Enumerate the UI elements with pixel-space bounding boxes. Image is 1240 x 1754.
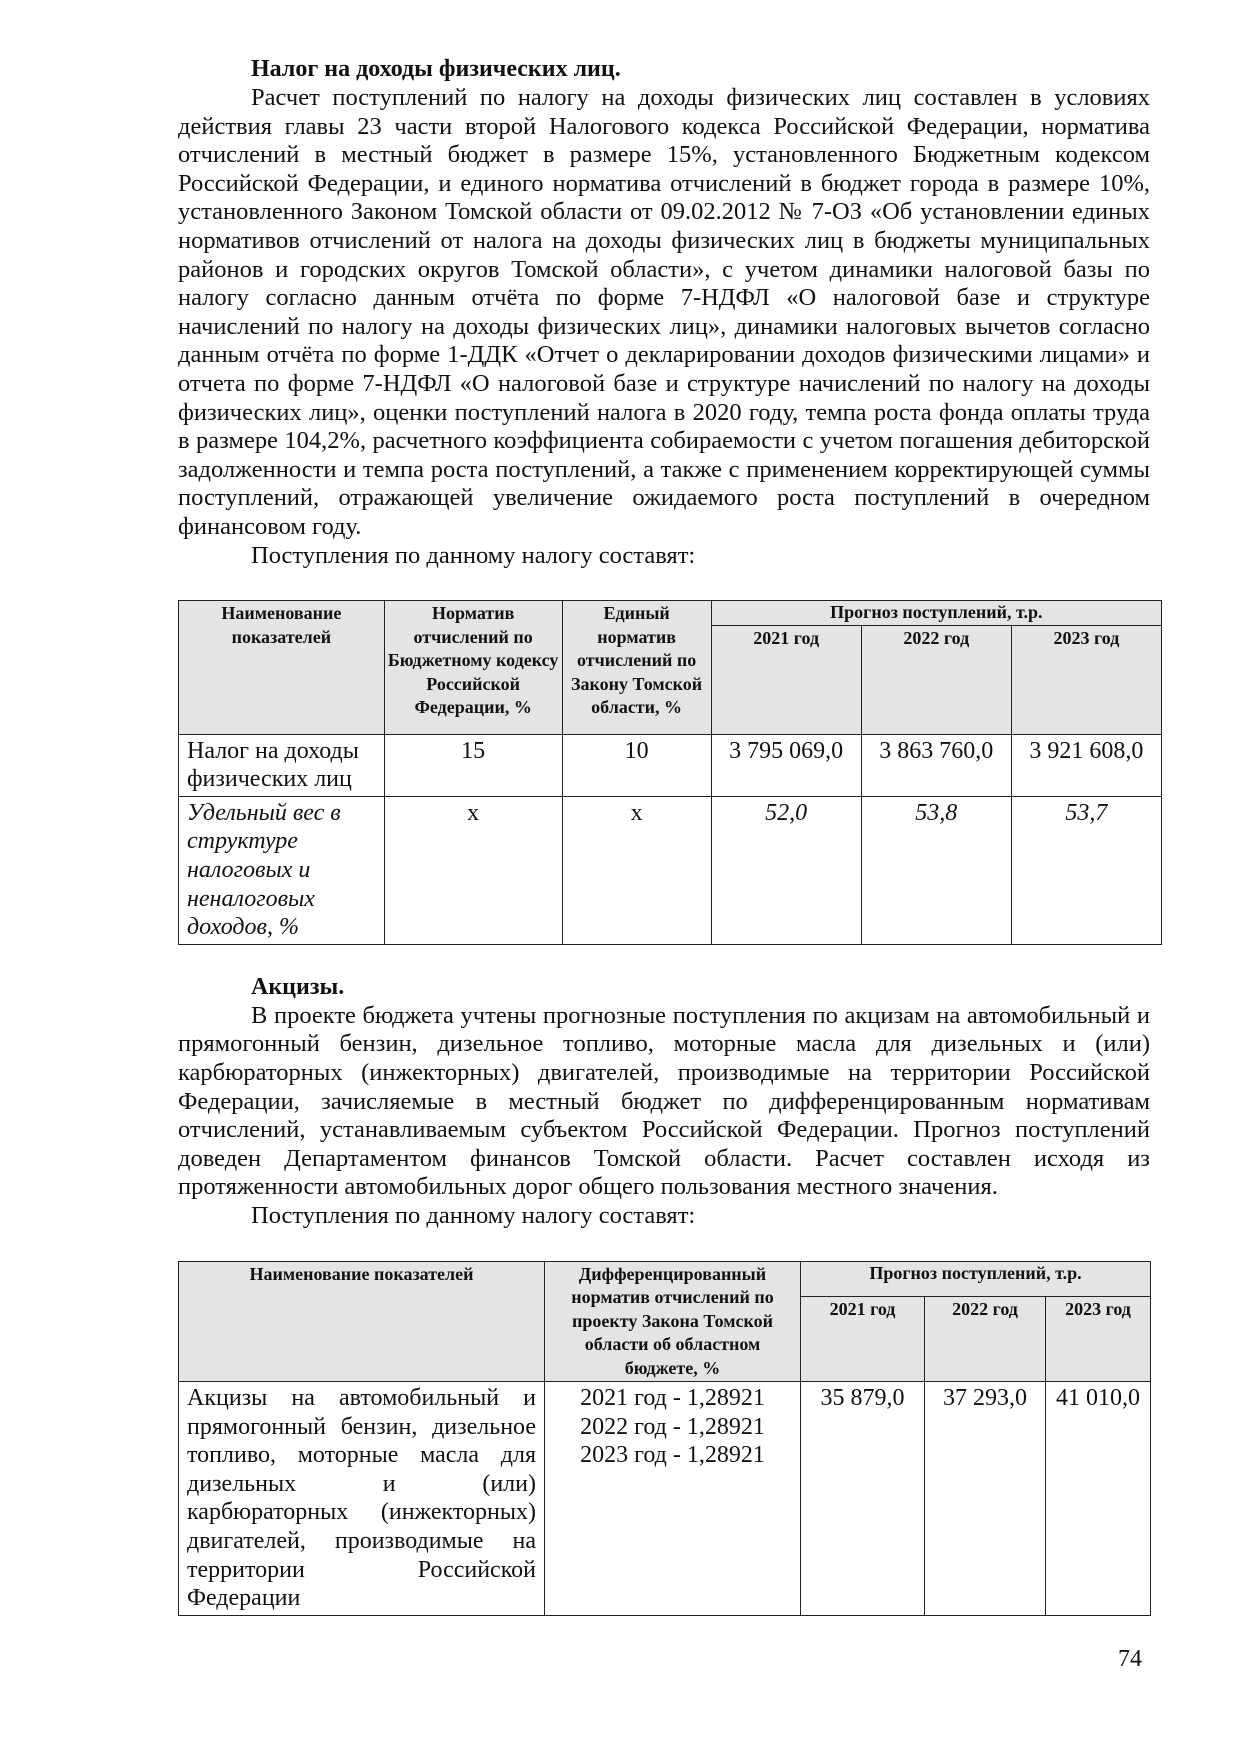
row-norm-budget: 15 [384,734,562,796]
row-value-2023: 41 010,0 [1046,1382,1151,1616]
header-norm-budget: Норматив отчислений по Бюджетному кодексу Российской Федерации, % [384,601,562,735]
table-row [179,796,1162,944]
lead-text-excise: Поступления по данному налогу составят: [251,1201,696,1229]
header-norm: Дифференцированный норматив отчислений по проекту Закона Томской области об областном бюджете, % [545,1261,801,1382]
row-value-2021: 35 879,0 [801,1382,925,1616]
paragraph-ndfl: Расчет поступлений по налогу на доходы физических лиц составлен в условиях действия главы 23 части второй Налогового кодекса Российской Федерации, норматива отчислений в местный бюджет в размере 15%, установленного Бюджетным кодексом Российской Федерации, и единого норматива отчислений в бюджет города в размере 10%, установленного Законом Томской области от 09.02.2012 № 7-ОЗ «Об установлении единых нормативов отчислений от налога на доходы физических лиц в бюджеты муниципальных районов и городских округов Томской области», с учетом динамики налоговой базы по налогу согласно данным отчёта по форме 7-НДФЛ «О налоговой базе и структуре начислений по налогу на доходы физических лиц», динамики налоговых вычетов согласно данным отчёта по форме 1-ДДК «Отчет о декларировании доходов физическими лицами» и отчета по форме 7-НДФЛ «О налоговой базе и структуре начислений по налогу на доходы физических лиц», оценки поступлений налога в 2020 году, темпа роста фонда оплаты труда в размере 104,2%, расчетного коэффициента собираемости с учетом погашения дебиторской задолженности и темпа роста поступлений, а также с применением корректирующей суммы поступлений, отражающей увеличение ожидаемого роста поступлений в очередном финансовом году. [178,84,1150,540]
lead-text-ndfl: Поступления по данному налогу составят: [251,541,696,569]
row-value-2022: 37 293,0 [925,1382,1046,1616]
table-row [179,1382,1151,1616]
header-year-2021: 2021 год [711,625,861,734]
section-heading-excise: Акцизы. [251,973,345,1000]
row-name: Акцизы на автомобильный и прямогонный бензин, дизельное топливо, моторные масла для дизельных и (или) карбюраторных (инжекторных) двигателей, производимые на территории Российской Федерации [179,1382,545,1616]
row-norm-law: х [562,796,711,944]
row-value-2022: 53,8 [861,796,1011,944]
row-name: Налог на доходы физических лиц [179,734,385,796]
paragraph-excise: В проекте бюджета учтены прогнозные поступления по акцизам на автомобильный и прямогонный бензин, дизельное топливо, моторные масла для дизельных и (или) карбюраторных (инжекторных) двигателей, производимые на территории Российской Федерации, зачисляемые в местный бюджет по дифференцированным нормативам отчислений, устанавливаемым субъектом Российской Федерации. Прогноз поступлений доведен Департаментом финансов Томской области. Расчет составлен исходя из протяженности автомобильных дорог общего пользования местного значения. [178,1001,1150,1201]
row-name: Удельный вес в структуре налоговых и неналоговых доходов, % [179,796,385,944]
header-year-2023: 2023 год [1011,625,1161,734]
row-value-2023: 53,7 [1011,796,1161,944]
row-norm [545,1382,801,1616]
row-norm-budget: х [384,796,562,944]
row-value-2021: 3 795 069,0 [711,734,861,796]
row-value-2023: 3 921 608,0 [1011,734,1161,796]
spacer [178,945,1150,973]
row-value-2022: 3 863 760,0 [861,734,1011,796]
header-forecast: Прогноз поступлений, т.р. [801,1261,1151,1297]
header-year-2023: 2023 год [1046,1297,1151,1382]
norm-line-2021: 2021 год - 1,28921 [580,1385,765,1411]
header-year-2022: 2022 год [925,1297,1046,1382]
norm-line-2023: 2023 год - 1,28921 [580,1442,765,1469]
header-name: Наименование показателей [179,601,385,735]
header-year-2021: 2021 год [801,1297,925,1382]
table-row [179,734,1162,796]
row-value-2021: 52,0 [711,796,861,944]
header-forecast: Прогноз поступлений, т.р. [711,601,1161,626]
document-page [178,55,1150,1616]
header-year-2022: 2022 год [861,625,1011,734]
header-name: Наименование показателей [179,1261,545,1382]
excise-table [178,1261,1151,1616]
norm-line-2022: 2022 год - 1,28921 [580,1413,765,1440]
section-heading-ndfl: Налог на доходы физических лиц. [251,56,621,82]
ndfl-table [178,600,1162,945]
row-norm-law: 10 [562,734,711,796]
page-number: 74 [1118,1646,1142,1672]
header-norm-law: Единый норматив отчислений по Закону Томской области, % [562,601,711,735]
